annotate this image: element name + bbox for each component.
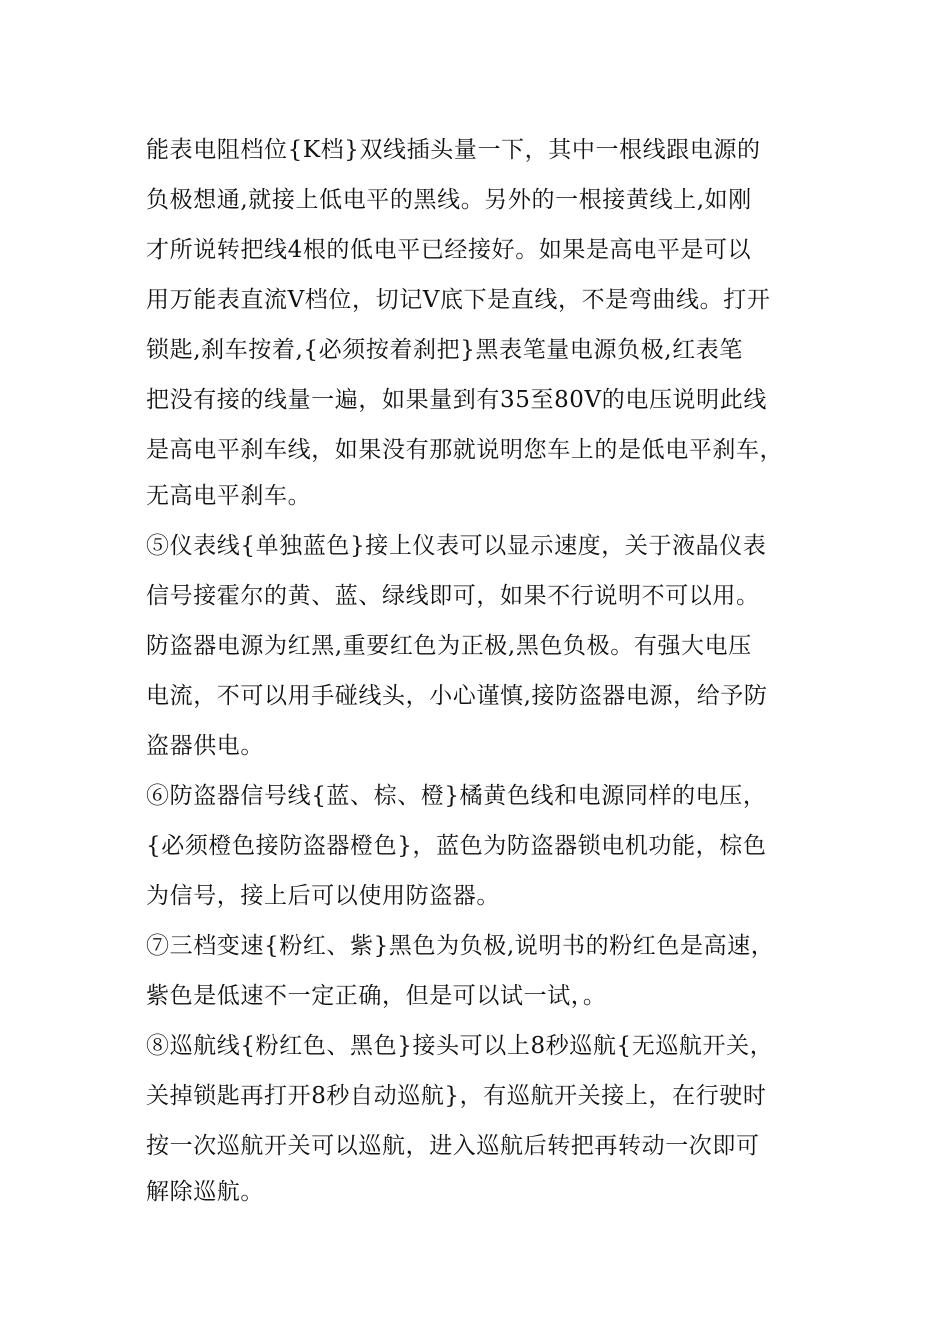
- text-line: {必须橙色接防盗器橙色}，蓝色为防盗器锁电机功能，棕色: [146, 833, 767, 859]
- text-line: 为信号，接上后可以使用防盗器。: [146, 883, 500, 909]
- text-line: 是高电平刹车线，如果没有那就说明您车上的是低电平刹车，: [146, 437, 784, 463]
- text-line: 按一次巡航开关可以巡航，进入巡航后转把再转动一次即可: [146, 1133, 760, 1159]
- text-line: 紫色是低速不一定正确，但是可以试一试，。: [146, 983, 607, 1009]
- text-line: 才所说转把线4根的低电平已经接好。如果是高电平是可以: [146, 237, 752, 263]
- text-line: 防盗器电源为红黑,重要红色为正极,黑色负极。有强大电压: [146, 633, 752, 659]
- text-line: ⑧巡航线{粉红色、黑色}接头可以上8秒巡航{无巡航开关，: [146, 1033, 774, 1059]
- text-line: ⑥防盗器信号线{蓝、棕、橙}橘黄色线和电源同样的电压，: [146, 783, 767, 809]
- text-line: 能表电阻档位{K档}双线插头量一下，其中一根线跟电源的: [146, 137, 761, 163]
- text-line: ⑦三档变速{粉红、紫}黑色为负极,说明书的粉红色是高速，: [146, 933, 775, 959]
- text-line: 用万能表直流V档位，切记V底下是直线，不是弯曲线。打开: [146, 287, 771, 313]
- text-line: 负极想通,就接上低电平的黑线。另外的一根接黄线上,如刚: [146, 187, 752, 213]
- text-line: 解除巡航。: [146, 1179, 264, 1205]
- text-line: 盗器供电。: [146, 733, 264, 759]
- text-line: 无高电平刹车。: [146, 483, 312, 509]
- text-line: 关掉锁匙再打开8秒自动巡航}，有巡航开关接上，在行驶时: [146, 1083, 767, 1109]
- text-line: 信号接霍尔的黄、蓝、绿线即可，如果不行说明不可以用。: [146, 583, 760, 609]
- text-line: ⑤仪表线{单独蓝色}接上仪表可以显示速度，关于液晶仪表: [146, 533, 767, 559]
- text-line: 把没有接的线量一遍，如果量到有35至80V的电压说明此线: [146, 387, 767, 413]
- text-line: 锁匙,刹车按着,{必须按着刹把}黑表笔量电源负极,红表笔: [146, 337, 743, 363]
- text-line: 电流，不可以用手碰线头，小心谨慎,接防盗器电源，给予防: [146, 683, 768, 709]
